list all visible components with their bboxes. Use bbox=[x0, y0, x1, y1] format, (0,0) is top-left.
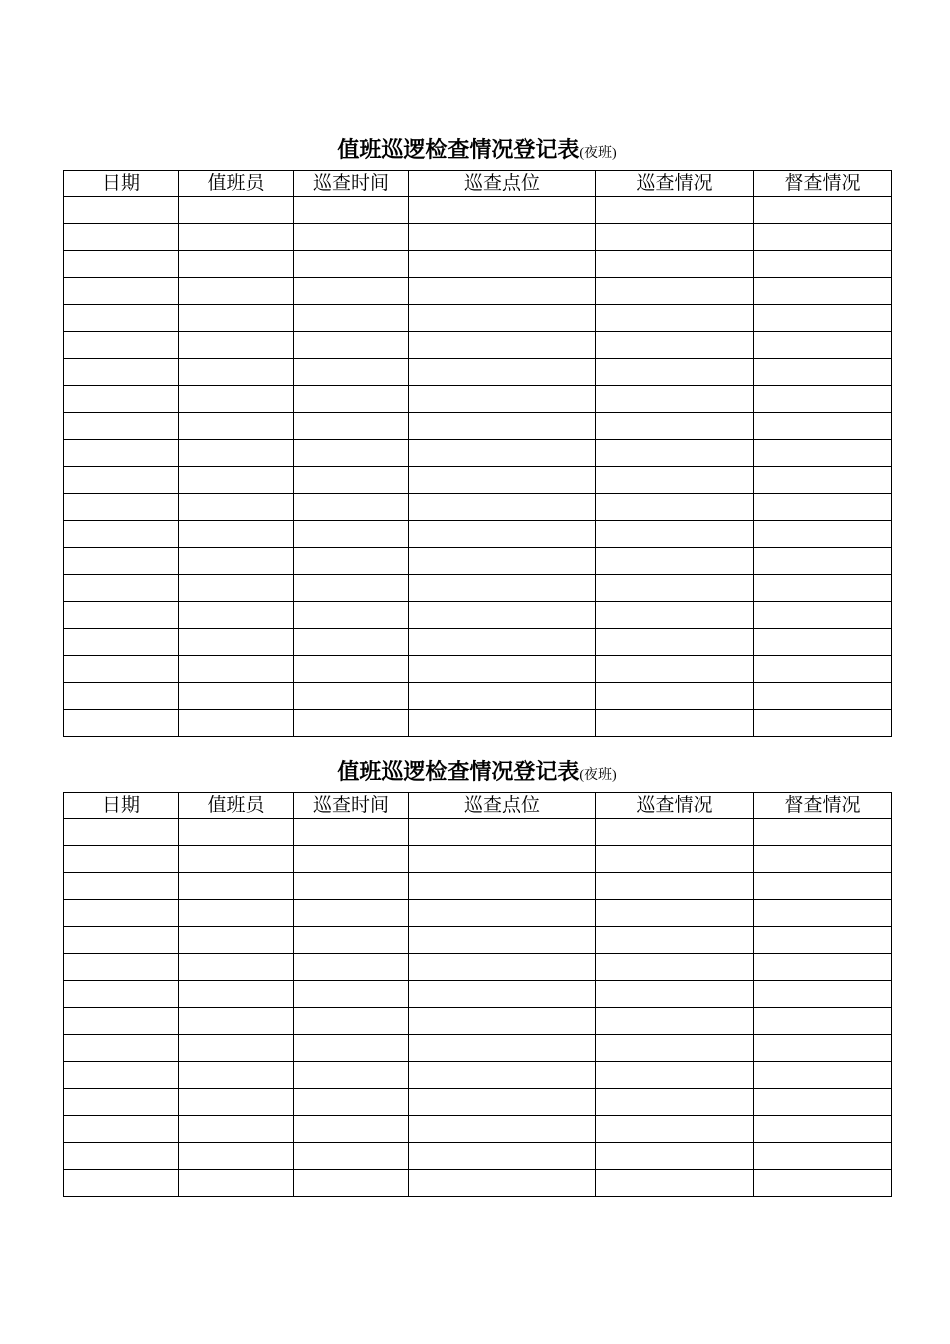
cell-duty-staff bbox=[179, 846, 294, 873]
header-date: 日期 bbox=[64, 793, 179, 819]
cell-patrol-point bbox=[409, 1008, 596, 1035]
cell-patrol-time bbox=[294, 386, 409, 413]
cell-date bbox=[64, 1116, 179, 1143]
cell-supervision bbox=[754, 494, 892, 521]
cell-supervision bbox=[754, 900, 892, 927]
table-row bbox=[64, 251, 892, 278]
cell-date bbox=[64, 900, 179, 927]
header-patrol-status: 巡查情况 bbox=[596, 171, 754, 197]
cell-patrol-point bbox=[409, 197, 596, 224]
cell-patrol-time bbox=[294, 900, 409, 927]
cell-date bbox=[64, 683, 179, 710]
cell-patrol-status bbox=[596, 548, 754, 575]
cell-patrol-status bbox=[596, 197, 754, 224]
cell-date bbox=[64, 629, 179, 656]
cell-patrol-status bbox=[596, 1062, 754, 1089]
cell-date bbox=[64, 1143, 179, 1170]
cell-supervision bbox=[754, 1143, 892, 1170]
cell-supervision bbox=[754, 440, 892, 467]
header-patrol-point: 巡查点位 bbox=[409, 171, 596, 197]
table-body bbox=[64, 197, 892, 737]
cell-patrol-point bbox=[409, 819, 596, 846]
cell-date bbox=[64, 1089, 179, 1116]
cell-date bbox=[64, 575, 179, 602]
cell-duty-staff bbox=[179, 1035, 294, 1062]
table-row bbox=[64, 1008, 892, 1035]
cell-patrol-time bbox=[294, 197, 409, 224]
table-body bbox=[64, 819, 892, 1197]
header-supervision: 督查情况 bbox=[754, 793, 892, 819]
header-patrol-point: 巡查点位 bbox=[409, 793, 596, 819]
table-row bbox=[64, 1089, 892, 1116]
table-row bbox=[64, 873, 892, 900]
cell-duty-staff bbox=[179, 819, 294, 846]
cell-patrol-time bbox=[294, 467, 409, 494]
cell-duty-staff bbox=[179, 900, 294, 927]
cell-patrol-time bbox=[294, 629, 409, 656]
cell-date bbox=[64, 846, 179, 873]
cell-duty-staff bbox=[179, 1008, 294, 1035]
cell-patrol-time bbox=[294, 981, 409, 1008]
table-row bbox=[64, 629, 892, 656]
cell-supervision bbox=[754, 927, 892, 954]
cell-patrol-point bbox=[409, 548, 596, 575]
cell-duty-staff bbox=[179, 413, 294, 440]
cell-patrol-point bbox=[409, 1143, 596, 1170]
cell-supervision bbox=[754, 1116, 892, 1143]
cell-duty-staff bbox=[179, 629, 294, 656]
cell-supervision bbox=[754, 1062, 892, 1089]
cell-duty-staff bbox=[179, 224, 294, 251]
cell-patrol-time bbox=[294, 278, 409, 305]
cell-supervision bbox=[754, 1035, 892, 1062]
cell-patrol-point bbox=[409, 683, 596, 710]
cell-duty-staff bbox=[179, 197, 294, 224]
cell-patrol-point bbox=[409, 927, 596, 954]
cell-patrol-time bbox=[294, 575, 409, 602]
cell-patrol-point bbox=[409, 1116, 596, 1143]
cell-duty-staff bbox=[179, 683, 294, 710]
cell-patrol-status bbox=[596, 251, 754, 278]
cell-patrol-status bbox=[596, 359, 754, 386]
cell-date bbox=[64, 981, 179, 1008]
patrol-log-form-2 bbox=[63, 752, 891, 1197]
cell-date bbox=[64, 521, 179, 548]
cell-duty-staff bbox=[179, 954, 294, 981]
cell-patrol-status bbox=[596, 846, 754, 873]
cell-supervision bbox=[754, 954, 892, 981]
cell-patrol-status bbox=[596, 602, 754, 629]
cell-patrol-status bbox=[596, 1143, 754, 1170]
cell-duty-staff bbox=[179, 305, 294, 332]
cell-duty-staff bbox=[179, 656, 294, 683]
cell-supervision bbox=[754, 278, 892, 305]
table-row bbox=[64, 467, 892, 494]
cell-duty-staff bbox=[179, 548, 294, 575]
cell-patrol-status bbox=[596, 873, 754, 900]
cell-patrol-time bbox=[294, 846, 409, 873]
cell-date bbox=[64, 819, 179, 846]
cell-duty-staff bbox=[179, 927, 294, 954]
cell-supervision bbox=[754, 305, 892, 332]
cell-patrol-time bbox=[294, 819, 409, 846]
table-row bbox=[64, 521, 892, 548]
cell-duty-staff bbox=[179, 278, 294, 305]
form-title bbox=[63, 752, 891, 792]
cell-duty-staff bbox=[179, 386, 294, 413]
cell-patrol-status bbox=[596, 710, 754, 737]
header-patrol-time: 巡查时间 bbox=[294, 171, 409, 197]
cell-duty-staff bbox=[179, 1116, 294, 1143]
cell-duty-staff bbox=[179, 710, 294, 737]
table-row bbox=[64, 900, 892, 927]
cell-patrol-point bbox=[409, 278, 596, 305]
table-row bbox=[64, 683, 892, 710]
cell-patrol-status bbox=[596, 440, 754, 467]
cell-patrol-time bbox=[294, 548, 409, 575]
cell-supervision bbox=[754, 846, 892, 873]
cell-patrol-point bbox=[409, 1170, 596, 1197]
cell-date bbox=[64, 359, 179, 386]
table-row bbox=[64, 332, 892, 359]
cell-patrol-status bbox=[596, 1116, 754, 1143]
cell-supervision bbox=[754, 1089, 892, 1116]
cell-date bbox=[64, 440, 179, 467]
cell-supervision bbox=[754, 224, 892, 251]
cell-patrol-point bbox=[409, 332, 596, 359]
cell-supervision bbox=[754, 575, 892, 602]
cell-patrol-status bbox=[596, 1035, 754, 1062]
cell-date bbox=[64, 278, 179, 305]
cell-date bbox=[64, 467, 179, 494]
cell-patrol-status bbox=[596, 1170, 754, 1197]
cell-duty-staff bbox=[179, 1170, 294, 1197]
cell-duty-staff bbox=[179, 981, 294, 1008]
header-supervision: 督查情况 bbox=[754, 171, 892, 197]
cell-patrol-status bbox=[596, 467, 754, 494]
cell-date bbox=[64, 224, 179, 251]
cell-patrol-time bbox=[294, 1143, 409, 1170]
table-row bbox=[64, 602, 892, 629]
cell-date bbox=[64, 954, 179, 981]
table-row bbox=[64, 494, 892, 521]
cell-date bbox=[64, 1035, 179, 1062]
cell-patrol-point bbox=[409, 656, 596, 683]
cell-date bbox=[64, 197, 179, 224]
cell-date bbox=[64, 1008, 179, 1035]
table-row bbox=[64, 413, 892, 440]
table-row bbox=[64, 1062, 892, 1089]
table-row bbox=[64, 548, 892, 575]
cell-patrol-point bbox=[409, 1035, 596, 1062]
table-row bbox=[64, 710, 892, 737]
cell-supervision bbox=[754, 548, 892, 575]
cell-date bbox=[64, 332, 179, 359]
cell-patrol-point bbox=[409, 629, 596, 656]
patrol-log-form-1 bbox=[63, 130, 891, 737]
cell-date bbox=[64, 413, 179, 440]
header-date: 日期 bbox=[64, 171, 179, 197]
cell-supervision bbox=[754, 981, 892, 1008]
cell-patrol-status bbox=[596, 819, 754, 846]
cell-patrol-status bbox=[596, 900, 754, 927]
cell-date bbox=[64, 656, 179, 683]
cell-date bbox=[64, 927, 179, 954]
cell-patrol-time bbox=[294, 954, 409, 981]
cell-patrol-time bbox=[294, 413, 409, 440]
cell-patrol-time bbox=[294, 710, 409, 737]
cell-duty-staff bbox=[179, 1089, 294, 1116]
cell-supervision bbox=[754, 683, 892, 710]
cell-patrol-time bbox=[294, 224, 409, 251]
table-row bbox=[64, 575, 892, 602]
table-row bbox=[64, 954, 892, 981]
cell-patrol-point bbox=[409, 413, 596, 440]
table-row bbox=[64, 1116, 892, 1143]
cell-patrol-status bbox=[596, 1008, 754, 1035]
cell-duty-staff bbox=[179, 602, 294, 629]
form-title-main: 值班巡逻检查情况登记表 bbox=[337, 759, 580, 785]
cell-patrol-time bbox=[294, 305, 409, 332]
cell-date bbox=[64, 1170, 179, 1197]
cell-patrol-time bbox=[294, 602, 409, 629]
cell-patrol-point bbox=[409, 467, 596, 494]
cell-supervision bbox=[754, 386, 892, 413]
cell-patrol-point bbox=[409, 981, 596, 1008]
table-row bbox=[64, 224, 892, 251]
cell-patrol-point bbox=[409, 954, 596, 981]
cell-patrol-status bbox=[596, 494, 754, 521]
cell-supervision bbox=[754, 467, 892, 494]
cell-supervision bbox=[754, 629, 892, 656]
cell-patrol-status bbox=[596, 332, 754, 359]
table-row bbox=[64, 305, 892, 332]
cell-date bbox=[64, 548, 179, 575]
cell-patrol-time bbox=[294, 251, 409, 278]
cell-patrol-time bbox=[294, 656, 409, 683]
table-row bbox=[64, 927, 892, 954]
cell-patrol-time bbox=[294, 440, 409, 467]
table-header-row bbox=[64, 171, 892, 197]
cell-patrol-status bbox=[596, 305, 754, 332]
cell-supervision bbox=[754, 332, 892, 359]
table-row bbox=[64, 278, 892, 305]
cell-supervision bbox=[754, 710, 892, 737]
cell-duty-staff bbox=[179, 873, 294, 900]
cell-supervision bbox=[754, 873, 892, 900]
form-title-shift: (夜班) bbox=[579, 146, 617, 161]
cell-patrol-point bbox=[409, 710, 596, 737]
cell-patrol-time bbox=[294, 683, 409, 710]
cell-patrol-time bbox=[294, 873, 409, 900]
cell-patrol-point bbox=[409, 251, 596, 278]
cell-date bbox=[64, 1062, 179, 1089]
cell-patrol-status bbox=[596, 629, 754, 656]
cell-patrol-time bbox=[294, 521, 409, 548]
cell-patrol-status bbox=[596, 386, 754, 413]
cell-patrol-status bbox=[596, 683, 754, 710]
cell-patrol-time bbox=[294, 1089, 409, 1116]
cell-patrol-point bbox=[409, 224, 596, 251]
header-patrol-status: 巡查情况 bbox=[596, 793, 754, 819]
cell-date bbox=[64, 602, 179, 629]
cell-patrol-status bbox=[596, 224, 754, 251]
cell-duty-staff bbox=[179, 440, 294, 467]
patrol-log-table bbox=[63, 170, 892, 737]
table-row bbox=[64, 1035, 892, 1062]
table-row bbox=[64, 656, 892, 683]
cell-patrol-status bbox=[596, 981, 754, 1008]
cell-duty-staff bbox=[179, 251, 294, 278]
cell-date bbox=[64, 873, 179, 900]
table-row bbox=[64, 1143, 892, 1170]
form-title-main: 值班巡逻检查情况登记表 bbox=[337, 137, 580, 163]
cell-patrol-status bbox=[596, 954, 754, 981]
cell-patrol-status bbox=[596, 521, 754, 548]
cell-patrol-point bbox=[409, 359, 596, 386]
cell-patrol-time bbox=[294, 927, 409, 954]
cell-patrol-point bbox=[409, 305, 596, 332]
cell-date bbox=[64, 386, 179, 413]
table-row bbox=[64, 846, 892, 873]
cell-supervision bbox=[754, 819, 892, 846]
cell-patrol-status bbox=[596, 656, 754, 683]
cell-patrol-point bbox=[409, 575, 596, 602]
cell-supervision bbox=[754, 602, 892, 629]
table-row bbox=[64, 1170, 892, 1197]
cell-date bbox=[64, 305, 179, 332]
cell-patrol-status bbox=[596, 1089, 754, 1116]
cell-supervision bbox=[754, 1170, 892, 1197]
form-title-shift: (夜班) bbox=[579, 768, 617, 783]
cell-patrol-point bbox=[409, 900, 596, 927]
cell-supervision bbox=[754, 521, 892, 548]
cell-date bbox=[64, 710, 179, 737]
cell-patrol-status bbox=[596, 278, 754, 305]
header-duty-staff: 值班员 bbox=[179, 171, 294, 197]
cell-duty-staff bbox=[179, 359, 294, 386]
cell-duty-staff bbox=[179, 332, 294, 359]
cell-patrol-status bbox=[596, 413, 754, 440]
cell-patrol-time bbox=[294, 1170, 409, 1197]
cell-patrol-point bbox=[409, 846, 596, 873]
cell-supervision bbox=[754, 197, 892, 224]
cell-duty-staff bbox=[179, 467, 294, 494]
cell-patrol-time bbox=[294, 494, 409, 521]
table-row bbox=[64, 819, 892, 846]
cell-patrol-status bbox=[596, 927, 754, 954]
cell-duty-staff bbox=[179, 575, 294, 602]
cell-duty-staff bbox=[179, 1143, 294, 1170]
cell-patrol-time bbox=[294, 1062, 409, 1089]
cell-patrol-point bbox=[409, 494, 596, 521]
cell-patrol-point bbox=[409, 440, 596, 467]
cell-patrol-point bbox=[409, 521, 596, 548]
cell-patrol-time bbox=[294, 1116, 409, 1143]
cell-supervision bbox=[754, 251, 892, 278]
cell-patrol-time bbox=[294, 359, 409, 386]
cell-supervision bbox=[754, 656, 892, 683]
cell-patrol-time bbox=[294, 332, 409, 359]
cell-supervision bbox=[754, 1008, 892, 1035]
header-patrol-time: 巡查时间 bbox=[294, 793, 409, 819]
table-row bbox=[64, 981, 892, 1008]
table-row bbox=[64, 359, 892, 386]
cell-patrol-point bbox=[409, 1062, 596, 1089]
header-duty-staff: 值班员 bbox=[179, 793, 294, 819]
cell-supervision bbox=[754, 413, 892, 440]
cell-patrol-point bbox=[409, 1089, 596, 1116]
cell-patrol-status bbox=[596, 575, 754, 602]
cell-patrol-point bbox=[409, 873, 596, 900]
table-row bbox=[64, 386, 892, 413]
table-header-row bbox=[64, 793, 892, 819]
cell-date bbox=[64, 494, 179, 521]
cell-patrol-time bbox=[294, 1035, 409, 1062]
cell-patrol-time bbox=[294, 1008, 409, 1035]
table-row bbox=[64, 440, 892, 467]
cell-date bbox=[64, 251, 179, 278]
cell-patrol-point bbox=[409, 386, 596, 413]
cell-duty-staff bbox=[179, 494, 294, 521]
cell-patrol-point bbox=[409, 602, 596, 629]
form-title bbox=[63, 130, 891, 170]
table-row bbox=[64, 197, 892, 224]
patrol-log-table bbox=[63, 792, 892, 1197]
cell-supervision bbox=[754, 359, 892, 386]
cell-duty-staff bbox=[179, 521, 294, 548]
cell-duty-staff bbox=[179, 1062, 294, 1089]
